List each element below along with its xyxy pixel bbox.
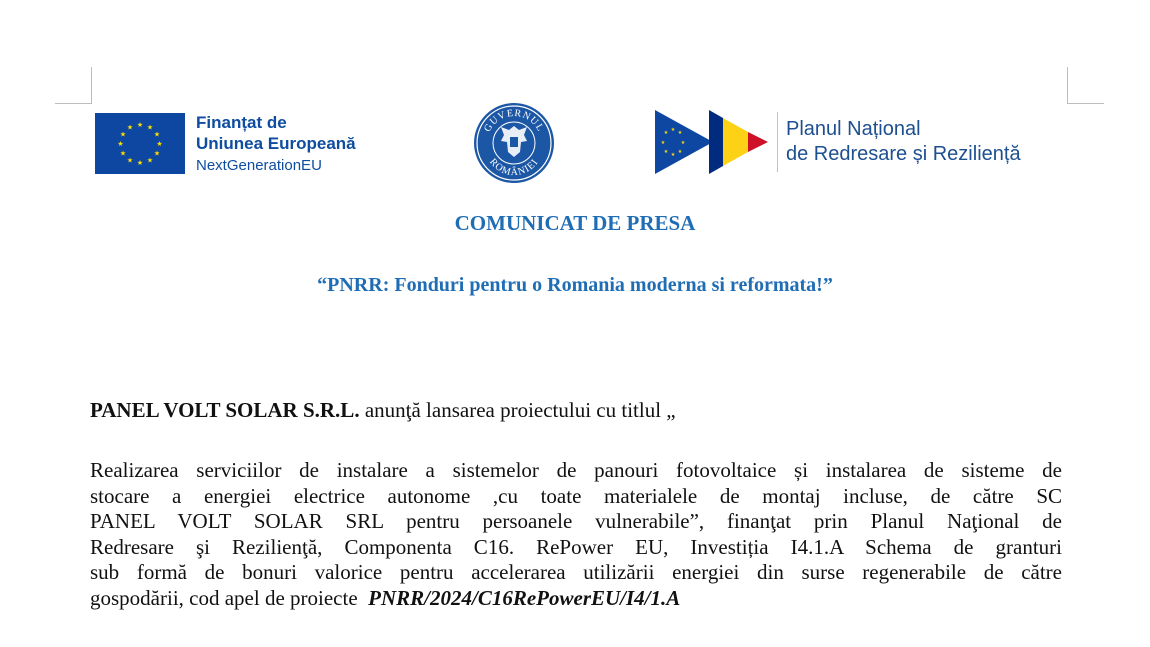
svg-text:★: ★ <box>153 149 161 158</box>
body-line: stocare a energiei electrice autonome ,cu toate materialele de montaj incluse, de către SC <box>90 483 1062 508</box>
svg-text:★: ★ <box>119 130 127 139</box>
body-line: sub formă de bonuri valorice pentru accelerarea utilizării energiei din surse regenerabile de către <box>90 560 1062 584</box>
pnrr-logo-divider <box>777 112 778 172</box>
svg-text:★: ★ <box>156 140 163 148</box>
pnrr-label-line1: Planul Național <box>786 118 921 140</box>
pnrr-label-line2: de Redresare și Reziliență <box>786 143 1021 165</box>
eu-label-line2: Uniunea Europeană <box>196 134 356 153</box>
svg-text:★: ★ <box>670 127 676 133</box>
page-corner-mark-left <box>55 67 92 104</box>
company-name: PANEL VOLT SOLAR S.R.L. <box>90 398 360 422</box>
eu-funding-label <box>196 112 356 176</box>
svg-text:★: ★ <box>670 152 676 158</box>
svg-text:★: ★ <box>660 140 666 146</box>
svg-text:★: ★ <box>119 149 127 158</box>
body-line-last <box>90 586 1062 612</box>
svg-text:★: ★ <box>136 121 144 129</box>
svg-text:★: ★ <box>146 123 154 132</box>
eu-label-line1: Finanțat de <box>196 113 287 132</box>
intro-text: anunţă lansarea proiectului cu titlul „ <box>359 398 676 422</box>
svg-text:★: ★ <box>680 140 686 146</box>
pnrr-logo <box>653 109 773 175</box>
svg-text:★: ★ <box>663 149 669 155</box>
body-line: Redresare şi Rezilienţă, Componenta C16. RePower EU, Investiția I4.1.A Schema de granturi <box>90 534 1062 559</box>
call-code: PNRR/2024/C16RePowerEU/I4/1.A <box>368 585 681 610</box>
body-line: Realizarea serviciilor de instalare a sistemelor de panouri fotovoltaice și instalarea de sisteme de <box>90 458 1062 482</box>
svg-text:GUVERNUL: GUVERNUL <box>482 107 546 134</box>
svg-text:★: ★ <box>126 156 134 165</box>
body-line-text: gospodării, cod apel de proiecte <box>90 585 369 610</box>
eu-label-line3: NextGenerationEU <box>196 157 322 174</box>
svg-text:★: ★ <box>146 156 154 165</box>
pnrr-label <box>786 117 1021 167</box>
svg-text:★: ★ <box>677 149 683 155</box>
page-corner-mark-right <box>1067 67 1104 104</box>
svg-text:ROMÂNIEI: ROMÂNIEI <box>487 156 541 179</box>
svg-text:★: ★ <box>117 140 124 148</box>
svg-text:★: ★ <box>126 123 134 132</box>
svg-text:★: ★ <box>136 159 144 167</box>
body-paragraph <box>90 458 1062 611</box>
government-seal-logo <box>473 102 555 184</box>
press-release-title: COMUNICAT DE PRESA <box>454 211 696 235</box>
eu-flag-logo <box>95 113 185 174</box>
intro-paragraph <box>90 398 676 423</box>
svg-text:★: ★ <box>663 130 669 136</box>
body-line: PANEL VOLT SOLAR SRL pentru persoanele vulnerabile”, finanţat prin Planul Naţional de <box>90 509 1062 533</box>
svg-text:★: ★ <box>153 130 161 139</box>
press-release-subtitle: “PNRR: Fonduri pentru o Romania moderna si reformata!” <box>317 274 833 296</box>
svg-text:★: ★ <box>677 130 683 136</box>
